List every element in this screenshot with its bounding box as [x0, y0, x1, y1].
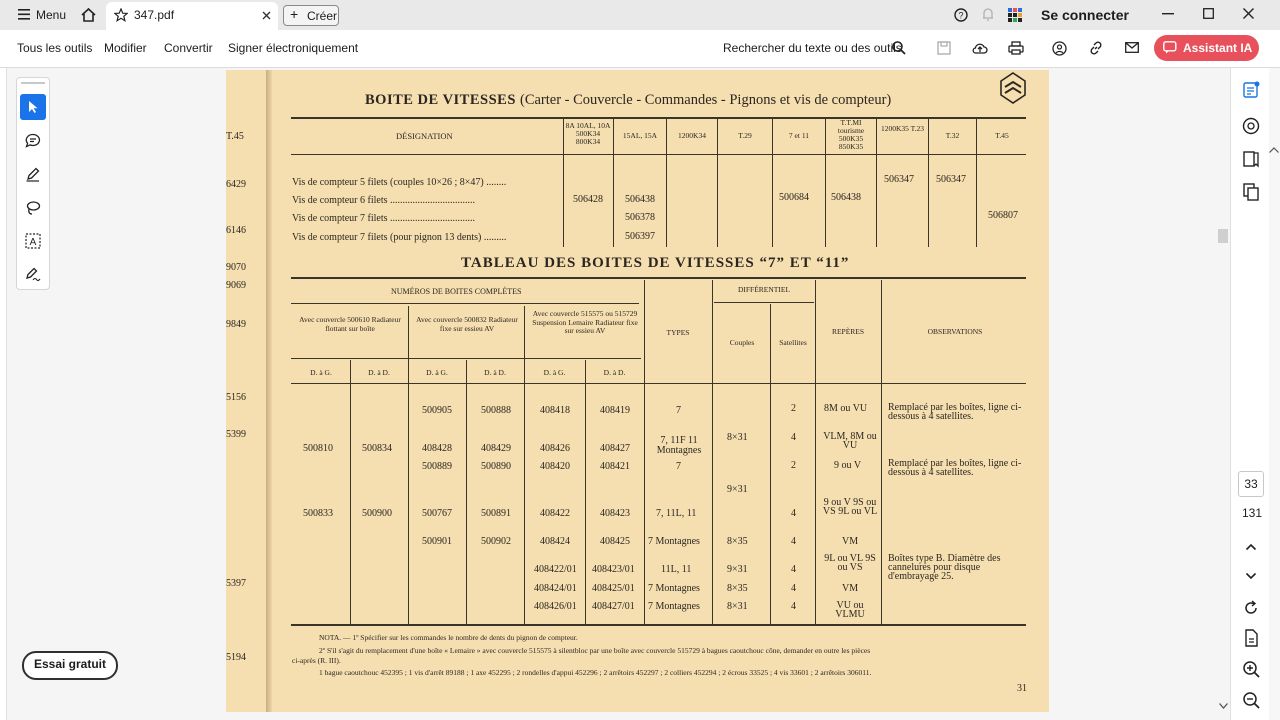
- table2-cell: 500902: [481, 536, 511, 547]
- table2-repere: 9 ou V 9S ou VS 9L ou VL: [822, 497, 878, 517]
- home-icon[interactable]: [80, 7, 97, 23]
- panel-collapse-arrow-icon[interactable]: [1269, 147, 1279, 153]
- pencil-icon: [25, 166, 41, 182]
- table2-col-divider: [815, 280, 816, 624]
- subheader-rule: [291, 358, 641, 359]
- table2-couples: 9×31: [727, 484, 748, 495]
- table1-title: BOITE DE VITESSES: [365, 92, 516, 108]
- table2-cell: 408425/01: [592, 583, 635, 594]
- margin-number: 9849: [226, 319, 246, 330]
- margin-number: 6146: [226, 225, 246, 236]
- sub-header: D. à G.: [543, 368, 566, 377]
- hamburger-icon: [18, 9, 30, 20]
- table2-type: 7 Montagnes: [648, 536, 700, 547]
- panel-scrollbar-track: [1269, 68, 1280, 720]
- left-edge-strip: [0, 68, 7, 720]
- table1-col-divider: [772, 119, 773, 247]
- menu-sign[interactable]: Signer électroniquement: [228, 41, 359, 55]
- table2-satellites: 2: [791, 403, 796, 414]
- page-number: 31: [1017, 683, 1027, 694]
- margin-number: 6429: [226, 179, 246, 190]
- menu-label: Menu: [36, 8, 67, 22]
- col-group-header: Avec couvercle 515575 ou 515729 Suspension Lemaire Radiateur fixe sur essieu AV: [532, 309, 638, 335]
- page-binding-shadow: [266, 70, 272, 712]
- table2-satellites: 4: [791, 432, 796, 443]
- table2-cell: 408419: [600, 405, 630, 416]
- free-trial-button[interactable]: [22, 651, 118, 680]
- table2-cell: 408425: [600, 536, 630, 547]
- comment-icon: [25, 133, 41, 149]
- table2-cell: 500900: [362, 508, 392, 519]
- menu-all-tools[interactable]: Tous les outils: [17, 41, 93, 55]
- minimize-icon[interactable]: [1162, 13, 1174, 15]
- panel-grip: [21, 82, 45, 84]
- group-header: NUMÉROS DE BOITES COMPLÈTES: [391, 287, 522, 296]
- table2-col-divider: [524, 306, 525, 624]
- draw-tool-button[interactable]: [20, 161, 46, 187]
- rotate-icon[interactable]: [1241, 598, 1261, 618]
- table2-cell: 408426/01: [534, 601, 577, 612]
- group-header-rule: [291, 303, 639, 304]
- print-icon[interactable]: [1008, 41, 1024, 55]
- margin-number: 5156: [226, 392, 246, 403]
- table2-couples: 8×35: [727, 536, 748, 547]
- col-group-header: Avec couvercle 500610 Radiateur flottant sur boîte: [299, 315, 401, 333]
- table2-col-divider: [408, 306, 409, 624]
- comment-tool-button[interactable]: [20, 128, 46, 154]
- table2-satellites: 4: [791, 583, 796, 594]
- bookmark-panel-icon[interactable]: [1241, 149, 1261, 169]
- table2-type: 7, 11F 11 Montagnes: [656, 435, 702, 456]
- table2-observation: Boîtes type B. Diamètre des cannelures pour disque d'embrayage 25.: [888, 553, 1001, 582]
- sub-header: D. à G.: [426, 368, 448, 377]
- table2-cell: 408423/01: [592, 564, 635, 575]
- note-line: NOTA. — 1º Spécifier sur les commandes le nombre de dents du pignon de compteur.: [319, 633, 578, 642]
- table2-cell: 500810: [303, 443, 333, 454]
- pdf-page: [226, 70, 1049, 712]
- note-line: ci-après (R. III).: [292, 656, 341, 665]
- search-icon[interactable]: [892, 41, 906, 55]
- signature-tool-button[interactable]: [20, 261, 46, 287]
- create-label: Créer: [307, 9, 338, 23]
- table2-observation: Remplacé par les boîtes, ligne ci-dessous à 4 satellites.: [888, 402, 1022, 422]
- zoom-out-icon[interactable]: [1241, 690, 1261, 710]
- table2-type: 7, 11L, 11: [656, 508, 697, 519]
- margin-number: 5194: [226, 652, 246, 663]
- search-tools-label[interactable]: Rechercher du texte ou des outils: [723, 41, 902, 55]
- zoom-in-icon[interactable]: [1241, 659, 1261, 679]
- margin-number: 5399: [226, 429, 246, 440]
- table1-cell: 506807: [988, 210, 1018, 221]
- diff-header-rule: [714, 302, 814, 303]
- table2-type: 7 Montagnes: [648, 601, 700, 612]
- table2-cell: 408420: [540, 461, 570, 472]
- table2-col-divider: [585, 360, 586, 624]
- lasso-icon: [25, 200, 41, 216]
- margin-number: 9069: [226, 280, 246, 291]
- table2-cell: 408429: [481, 443, 511, 454]
- table1-designation: Vis de compteur 7 filets (pour pignon 13 dents) .........: [292, 232, 507, 243]
- tool-panel: [16, 77, 50, 290]
- table1-col-divider: [666, 119, 667, 247]
- table1-col-divider: [876, 119, 877, 247]
- menu-convert[interactable]: Convertir: [164, 41, 213, 55]
- table1-header: T.32: [945, 131, 960, 140]
- select-tool-button[interactable]: [20, 94, 46, 120]
- obs-header: OBSERVATIONS: [927, 327, 983, 336]
- note-line: 2º S'il s'agit du remplacement d'une boîte « Lemaire » avec couvercle 515575 à silentbloc par une boîte avec couvercle 515729 à bagues caoutchouc cône, demander en outre les pièces: [319, 646, 871, 655]
- pages-panel-icon[interactable]: [1241, 182, 1261, 202]
- citroen-chevron-logo: [1000, 72, 1026, 104]
- table2-repere: VM: [842, 583, 859, 594]
- table2-top-rule: [291, 277, 1026, 279]
- apps-grid-icon[interactable]: [1008, 8, 1022, 22]
- text-tool-button[interactable]: [20, 228, 46, 254]
- reperes-header: REPÈRES: [831, 327, 865, 336]
- ai-assistant-label: Assistant IA: [1183, 41, 1253, 55]
- create-button[interactable]: [283, 5, 339, 26]
- table1-cell: 506347: [884, 174, 914, 185]
- table2-col-divider: [881, 280, 882, 624]
- table2-cell: 500890: [481, 461, 511, 472]
- svg-text:A: A: [29, 237, 37, 248]
- table1-designation: Vis de compteur 5 filets (couples 10×26 ; 8×47) ........: [292, 177, 507, 188]
- freehand-tool-button[interactable]: [20, 195, 46, 221]
- help-icon[interactable]: [954, 8, 968, 22]
- vertical-scrollbar[interactable]: [1218, 68, 1228, 720]
- note-line: 1 bague caoutchouc 452395 ; 1 vis d'arrêt 89188 ; 1 axe 452295 ; 2 rondelles d'appui 452296 ; 2 arrêtoirs 452297 ; 2 colliers 452294 ; 2 écrous 33525 ; 4 vis 33601 ; 2 arrêtoirs 306011.: [319, 668, 872, 677]
- table1-cell: 506428: [573, 194, 603, 205]
- table2-satellites: 4: [791, 601, 796, 612]
- table2-satellites: 4: [791, 564, 796, 575]
- table2-observation: Remplacé par les boîtes, ligne ci-dessous à 4 satellites.: [888, 458, 1022, 478]
- table2-cell: 408418: [540, 405, 570, 416]
- table1-col-divider: [613, 119, 614, 247]
- table1-col-divider: [717, 119, 718, 247]
- text-box-icon: [25, 233, 41, 249]
- table2-header-bottom-rule: [291, 383, 1026, 384]
- table2-cell: 500889: [422, 461, 452, 472]
- table2-cell: 408423: [600, 508, 630, 519]
- link-icon[interactable]: [1089, 41, 1103, 55]
- plus-icon: +: [290, 6, 299, 22]
- table1-header: DÉSIGNATION: [396, 131, 453, 141]
- mail-icon[interactable]: [1125, 42, 1139, 53]
- table1-col-divider: [928, 119, 929, 247]
- close-window-icon[interactable]: [1243, 8, 1254, 19]
- table2-cell: 408427/01: [592, 601, 635, 612]
- diff-header: DIFFÉRENTIEL: [737, 285, 791, 294]
- upload-cloud-icon[interactable]: [972, 41, 988, 55]
- table2-satellites: 4: [791, 536, 796, 547]
- table2-col-divider: [770, 304, 771, 624]
- cursor-arrow-icon: [28, 100, 39, 114]
- sub-header: D. à G.: [310, 368, 332, 377]
- table1-header: 8A 10AL, 10A 500K34 800K34: [565, 121, 611, 146]
- table1-cell: 506347: [936, 174, 966, 185]
- table2-cell: 408424/01: [534, 583, 577, 594]
- sub-header: D. à D.: [603, 368, 626, 377]
- table2-col-divider: [350, 360, 351, 624]
- save-icon[interactable]: [937, 41, 951, 55]
- total-pages: 131: [1242, 506, 1263, 520]
- table2-col-divider: [712, 280, 713, 624]
- table2-type: 7: [676, 461, 681, 472]
- table1-subtitle: (Carter - Couvercle - Commandes - Pignons et vis de compteur): [520, 92, 892, 108]
- table2-repere: VU ou VLMU: [835, 600, 865, 620]
- document-tab[interactable]: [106, 2, 278, 30]
- table1-cell: 506438: [831, 192, 861, 203]
- table1-designation: Vis de compteur 6 filets ..................................: [292, 195, 475, 206]
- table1-header: 1200K35 T.23: [880, 124, 925, 133]
- table2-cell: 500905: [422, 405, 452, 416]
- comments-panel-icon[interactable]: [1241, 116, 1261, 136]
- col-group-header: Avec couvercle 500832 Radiateur fixe sur essieu AV: [416, 315, 518, 333]
- table2-cell: 408421: [600, 461, 630, 472]
- table1-col-divider: [825, 119, 826, 247]
- close-tab-icon[interactable]: [262, 11, 271, 20]
- table2-type: 7 Montagnes: [648, 583, 700, 594]
- table2-type: 7: [676, 405, 681, 416]
- table2-couples: 8×35: [727, 583, 748, 594]
- table2-couples: 8×31: [727, 432, 748, 443]
- table2-repere: VLM, 8M ou VU: [823, 431, 877, 451]
- table2-col-divider: [466, 360, 467, 624]
- table2-cell: 500891: [481, 508, 511, 519]
- table1-header: 7 et 11: [788, 131, 810, 140]
- table2-cell: 408422: [540, 508, 570, 519]
- table2-repere: 9 ou V: [834, 460, 862, 471]
- table2-couples: 8×31: [727, 601, 748, 612]
- star-icon[interactable]: [114, 8, 128, 22]
- margin-number: T.45: [226, 131, 244, 142]
- table1-cell: 506397: [625, 231, 655, 242]
- table1-header: 15AL, 15A: [622, 131, 658, 140]
- table2-repere: VM: [842, 536, 859, 547]
- table2-satellites: 2: [791, 460, 796, 471]
- table1-header-rule: [291, 154, 1026, 155]
- table2-repere: 9L ou VL 9S ou VS: [824, 553, 876, 573]
- menu-edit[interactable]: Modifier: [104, 41, 147, 55]
- table2-cell: 408428: [422, 443, 452, 454]
- margin-number: 9070: [226, 262, 246, 273]
- maximize-icon[interactable]: [1203, 8, 1214, 19]
- table1-header: T.45: [995, 131, 1009, 140]
- page-export-icon[interactable]: [1241, 628, 1261, 648]
- tab-title: 347.pdf: [134, 8, 175, 22]
- table2-couples: 9×31: [727, 564, 748, 575]
- table1-header: 1200K34: [678, 131, 706, 140]
- table1-header: T.29: [738, 131, 752, 140]
- table2-cell: 408422/01: [534, 564, 577, 575]
- table2-cell: 408426: [540, 443, 570, 454]
- table1-cell: 506438: [625, 194, 655, 205]
- sign-in-link[interactable]: Se connecter: [1041, 7, 1129, 23]
- satellites-header: Satellites: [779, 338, 807, 347]
- table2-cell: 408424: [540, 536, 570, 547]
- table1-cell: 506378: [625, 212, 655, 223]
- ai-summary-icon[interactable]: [1241, 80, 1261, 100]
- table2-repere: 8M ou VU: [824, 403, 868, 414]
- table1-top-rule: [291, 117, 1026, 119]
- svg-text:?: ?: [958, 10, 964, 21]
- ai-chat-icon: [1163, 41, 1177, 54]
- table2-cell: 408427: [600, 443, 630, 454]
- sub-header: D. à D.: [484, 368, 506, 377]
- table1-designation: Vis de compteur 7 filets ..................................: [292, 213, 475, 224]
- table2-cell: 500833: [303, 508, 333, 519]
- sub-header: D. à D.: [368, 368, 390, 377]
- table2-cell: 500834: [362, 443, 392, 454]
- scrollbar-thumb[interactable]: [1218, 229, 1228, 243]
- table1-col-divider: [563, 119, 564, 247]
- previous-page-icon[interactable]: [1241, 537, 1261, 557]
- menu-button[interactable]: [14, 4, 66, 26]
- pen-sign-icon: [25, 266, 41, 282]
- types-header: TYPES: [666, 328, 690, 337]
- table2-satellites: 4: [791, 508, 796, 519]
- notification-bell-icon[interactable]: [981, 7, 995, 22]
- table2-bottom-rule: [291, 624, 1026, 626]
- next-page-icon[interactable]: [1241, 566, 1261, 586]
- table1-col-divider: [976, 119, 977, 247]
- table2-title: TABLEAU DES BOITES DE VITESSES “7” ET “11”: [461, 255, 850, 271]
- table2-col-divider: [644, 280, 645, 624]
- table2-cell: 500767: [422, 508, 452, 519]
- current-page-input[interactable]: 33: [1238, 471, 1264, 497]
- couples-header: Couples: [729, 338, 755, 347]
- table2-type: 11L, 11: [661, 564, 692, 575]
- scroll-down-arrow-icon[interactable]: [1219, 703, 1228, 709]
- ai-assistant-button[interactable]: [1154, 35, 1259, 61]
- share-user-icon[interactable]: [1052, 41, 1067, 56]
- free-trial-label: Essai gratuit: [33, 657, 107, 671]
- margin-number: 5397: [226, 578, 246, 589]
- table1-cell: 500684: [779, 192, 809, 203]
- main-toolbar: [0, 30, 1280, 68]
- table1-header: T.T.MI tourisme 500K35 850K35: [837, 118, 865, 151]
- table2-cell: 500901: [422, 536, 452, 547]
- table2-cell: 500888: [481, 405, 511, 416]
